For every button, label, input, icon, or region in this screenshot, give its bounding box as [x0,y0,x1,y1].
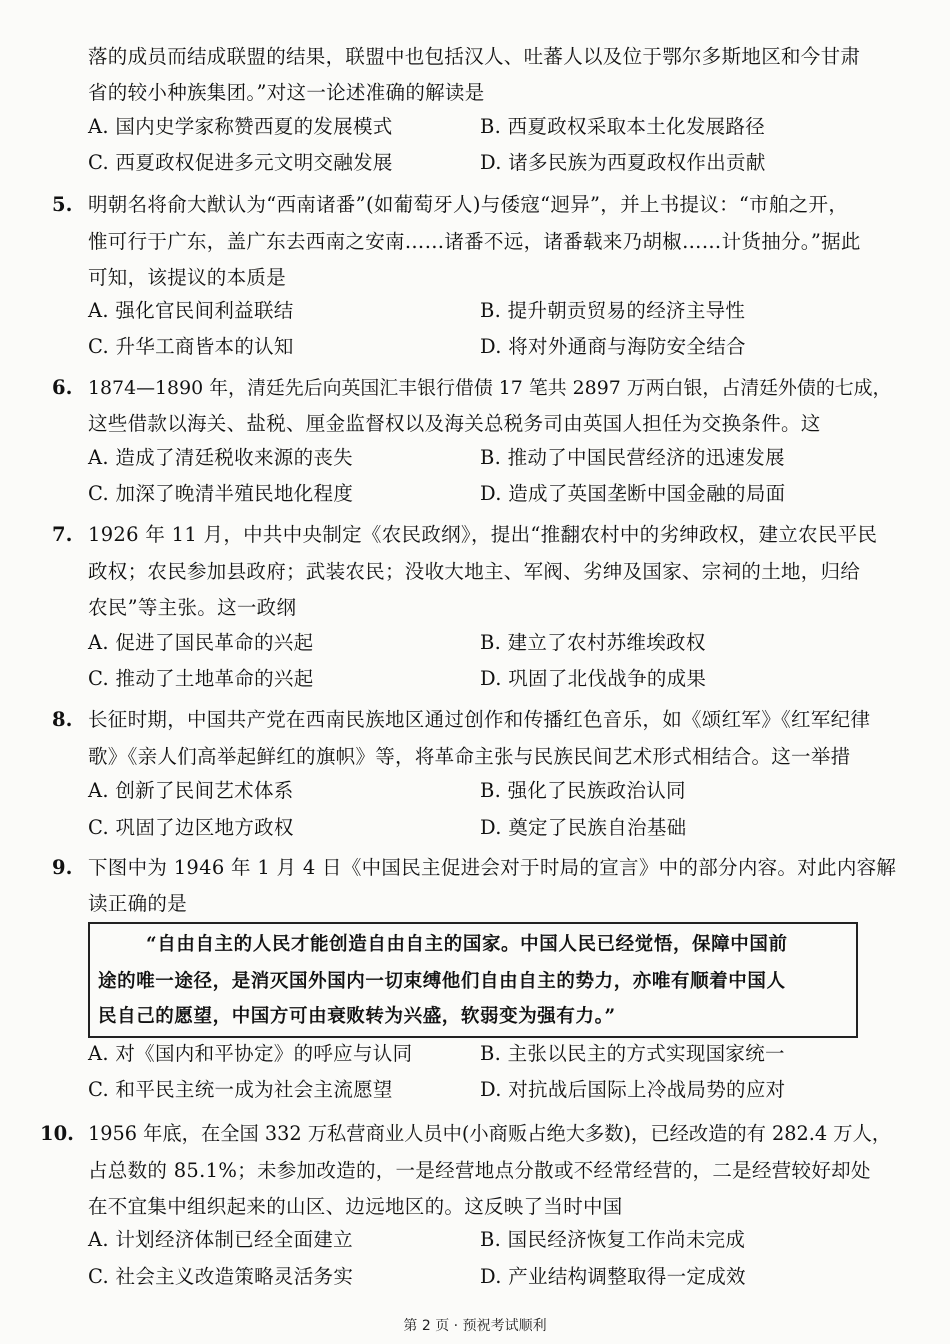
q4-stem-line1: 落的成员而结成联盟的结果，联盟中也包括汉人、吐蕃人以及位于鄂尔多斯地区和今甘肃 [88,45,861,68]
q7-option-b: B. 建立了农村苏维埃政权 [480,631,706,654]
q9-stem-line1: 下图中为 1946 年 1 月 4 日《中国民主促进会对于时局的宣言》中的部分内容。对此内容解 [88,856,897,879]
q7-stem-line2: 政权；农民参加县政府；武装农民；没收大地主、军阀、劣绅及国家、宗祠的土地，归给 [88,560,861,583]
q7-option-d: D. 巩固了北伐战争的成果 [480,667,707,690]
q9-stem-line2: 读正确的是 [88,892,188,915]
q8-stem-line2: 歌》《亲人们高举起鲜红的旗帜》等，将革命主张与民族民间艺术形式相结合。这一举措 [88,745,851,768]
q9-option-a: A. 对《国内和平协定》的呼应与认同 [88,1042,413,1065]
q4-stem-line2: 省的较小种族集团。”对这一论述准确的解读是 [88,81,485,104]
q6-option-b: B. 推动了中国民营经济的迅速发展 [480,446,785,469]
q5-stem-line3: 可知，该提议的本质是 [88,266,287,289]
q10-option-a: A. 计划经济体制已经全面建立 [88,1228,353,1251]
q6-option-c: C. 加深了晚清半殖民地化程度 [88,482,354,505]
q10-option-d: D. 产业结构调整取得一定成效 [480,1265,746,1288]
q9-option-d: D. 对抗战后国际上冷战局势的应对 [480,1078,786,1101]
q5-stem-line1: 明朝名将俞大猷认为“西南诸番”(如葡萄牙人)与倭寇“迥异”，并上书提议：“市舶之开， [88,193,849,216]
q8-option-b: B. 强化了民族政治认同 [480,779,686,802]
q8-stem-line1: 长征时期，中国共产党在西南民族地区通过创作和传播红色音乐，如《颂红军》《红军纪律 [88,708,871,731]
q9-option-c: C. 和平民主统一成为社会主流愿望 [88,1078,393,1101]
q6-stem-line1: 1874—1890 年，清廷先后向英国汇丰银行借债 17 笔共 2897 万两白银，占清廷外债的七成， [88,377,892,399]
quote-line1: “自由自主的人民才能创造自由自主的国家。中国人民已经觉悟，保障中国前 [146,934,788,955]
quote-line3: 民自己的愿望，中国方可由衰败转为兴盛，软弱变为强有力。” [98,1006,616,1027]
q8-option-c: C. 巩固了边区地方政权 [88,816,294,839]
q7-stem-line3: 农民”等主张。这一政纲 [88,596,297,619]
q8-number: 8. [52,708,73,731]
page-footer: 第 2 页 · 预祝考试顺利 [403,1318,547,1334]
q10-option-c: C. 社会主义改造策略灵活务实 [88,1265,354,1288]
q4-option-b: B. 西夏政权采取本土化发展路径 [480,115,766,138]
q5-option-d: D. 将对外通商与海防安全结合 [480,335,746,358]
q4-option-c: C. 西夏政权促进多元文明交融发展 [88,151,393,174]
q7-option-c: C. 推动了土地革命的兴起 [88,667,314,690]
quote-line2: 途的唯一途径，是消灭国外国内一切束缚他们自由自主的势力，亦唯有顺着中国人 [98,971,786,992]
q9-option-b: B. 主张以民主的方式实现国家统一 [480,1042,785,1065]
q5-option-b: B. 提升朝贡贸易的经济主导性 [480,299,746,322]
quote-box [88,922,858,1038]
q6-number: 6. [52,376,73,399]
q10-stem-line1: 1956 年底，在全国 332 万私营商业人员中(小商贩占绝大多数)，已经改造的有 282.4 万人， [88,1122,892,1145]
q9-number: 9. [52,856,73,879]
q4-option-a: A. 国内史学家称赞西夏的发展模式 [88,115,393,138]
q7-stem-line1: 1926 年 11 月，中共中央制定《农民政纲》，提出“推翻农村中的劣绅政权，建立农民平民 [88,523,878,546]
q6-stem-line2: 这些借款以海关、盐税、厘金监督权以及海关总税务司由英国人担任为交换条件。这 [88,412,821,435]
q10-option-b: B. 国民经济恢复工作尚未完成 [480,1228,746,1251]
q10-number: 10. [40,1122,74,1145]
q5-stem-line2: 惟可行于广东，盖广东去西南之安南……诸番不远，诸番载来乃胡椒……计货抽分。”据此 [88,230,861,253]
q8-option-d: D. 奠定了民族自治基础 [480,816,687,839]
q5-option-a: A. 强化官民间利益联结 [88,299,294,322]
q10-stem-line3: 在不宜集中组织起来的山区、边远地区的。这反映了当时中国 [88,1195,623,1218]
q6-option-a: A. 造成了清廷税收来源的丧失 [88,446,353,469]
q7-option-a: A. 促进了国民革命的兴起 [88,631,314,654]
q6-option-d: D. 造成了英国垄断中国金融的局面 [480,482,786,505]
q4-option-d: D. 诸多民族为西夏政权作出贡献 [480,151,766,174]
q5-option-c: C. 升华工商皆本的认知 [88,335,294,358]
q10-stem-line2: 占总数的 85.1%；未参加改造的，一是经营地点分散或不经常经营的，二是经营较好却处 [88,1159,871,1182]
q8-option-a: A. 创新了民间艺术体系 [88,779,294,802]
q7-number: 7. [52,523,73,546]
q5-number: 5. [52,193,73,216]
